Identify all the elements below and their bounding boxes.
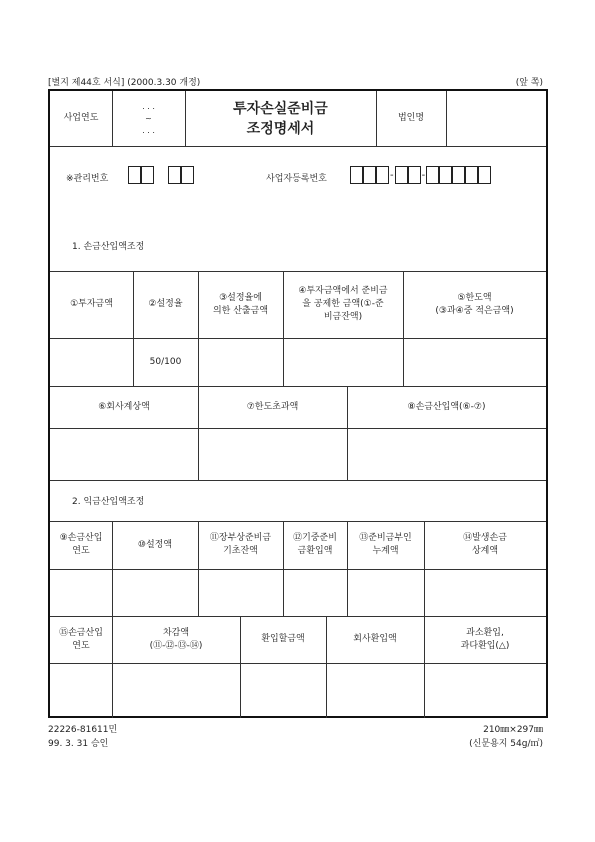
amount-to-reverse-field[interactable] [240,663,326,718]
paper-type: (신문용지 54g/㎡) [469,739,543,749]
header-deductible-amount: ⑧손금산입액(⑥-⑦) [407,401,486,412]
business-reg-number-boxes[interactable]: - - [350,166,491,184]
header-calculated-amount: ③설정율에 의한 산출금액 [212,292,269,316]
form-title: 투자손실준비금 조정명세서 [233,100,328,137]
header-investment-amount: ①투자금액 [70,299,113,309]
limit-excess-field[interactable] [198,428,347,480]
denied-cumulative-field[interactable] [347,569,424,616]
page-side-label: (앞 쪽) [515,78,543,88]
form-number-header: [별지 제44호 서식] (2000.3.30 개정) [48,78,201,88]
header-offset-amount: ⑭발생손금 상계액 [463,533,507,556]
investment-amount-field[interactable] [50,338,133,386]
deductible-amount-field[interactable] [347,428,546,480]
paper-size: 210㎜×297㎜ [483,725,543,735]
difference-field[interactable] [112,663,240,718]
header-set-amount: ⑩설정액 [137,539,173,550]
header-reversal-amount: ⑫기중준비 금환입액 [293,533,337,556]
business-year-value[interactable]: . . . ~ . . . [142,101,155,135]
offset-amount-field[interactable] [424,569,546,616]
under-over-reversal-field[interactable] [424,663,546,718]
form-code: 22226-81611민 [48,725,118,735]
section2-title: 2. 익금산입액조정 [72,497,145,507]
management-number-boxes[interactable] [128,166,204,184]
corp-name-field[interactable] [446,91,546,146]
header-limit-excess: ⑦한도초과액 [246,401,299,412]
row-divider [50,480,546,481]
deduction-year-field[interactable] [50,569,112,616]
header-setting-rate: ②설정율 [148,299,183,309]
header-net-investment: ④투자금액에서 준비금 을 공제한 금액(①-준 비금잔액) [298,286,388,322]
corp-name-label: 법인명 [397,113,425,123]
header-amount-to-reverse: 환입할금액 [261,634,305,644]
calculated-amount-field[interactable] [198,338,283,386]
form-frame [48,89,548,718]
header-limit-amount: ⑤한도액 (③과④중 적은금액) [435,292,514,316]
business-year-label: 사업연도 [63,113,99,123]
header-under-over-reversal: 과소환입, 과다환입(△) [460,627,510,651]
approval-date: 99. 3. 31 승인 [48,739,109,749]
section1-title: 1. 손금산입액조정 [72,242,145,252]
deduction-year-2-field[interactable] [50,663,112,718]
header-company-reversal: 회사환입액 [353,634,397,644]
header-denied-cumulative: ⑬준비금부인 누계액 [359,533,412,556]
header-opening-balance: ⑪장부상준비금 기초잔액 [209,533,272,556]
row-divider [50,146,546,147]
company-reversal-field[interactable] [326,663,424,718]
reversal-amount-field[interactable] [283,569,347,616]
header-deduction-year: ⑨손금산입 연도 [59,533,103,556]
header-company-recorded: ⑥회사계상액 [98,401,150,412]
company-recorded-field[interactable] [50,428,198,480]
opening-balance-field[interactable] [198,569,283,616]
net-investment-field[interactable] [283,338,403,386]
header-deduction-year-2: ⑮손금산입 연도 [59,627,103,651]
set-amount-field[interactable] [112,569,198,616]
header-difference: 차감액 (⑪-⑫-⑬-⑭) [149,627,203,651]
business-reg-number-label: 사업자등록번호 [266,174,327,184]
management-number-label: ※관리번호 [66,174,109,184]
setting-rate-value: 50/100 [149,356,182,367]
limit-amount-field[interactable] [403,338,546,386]
